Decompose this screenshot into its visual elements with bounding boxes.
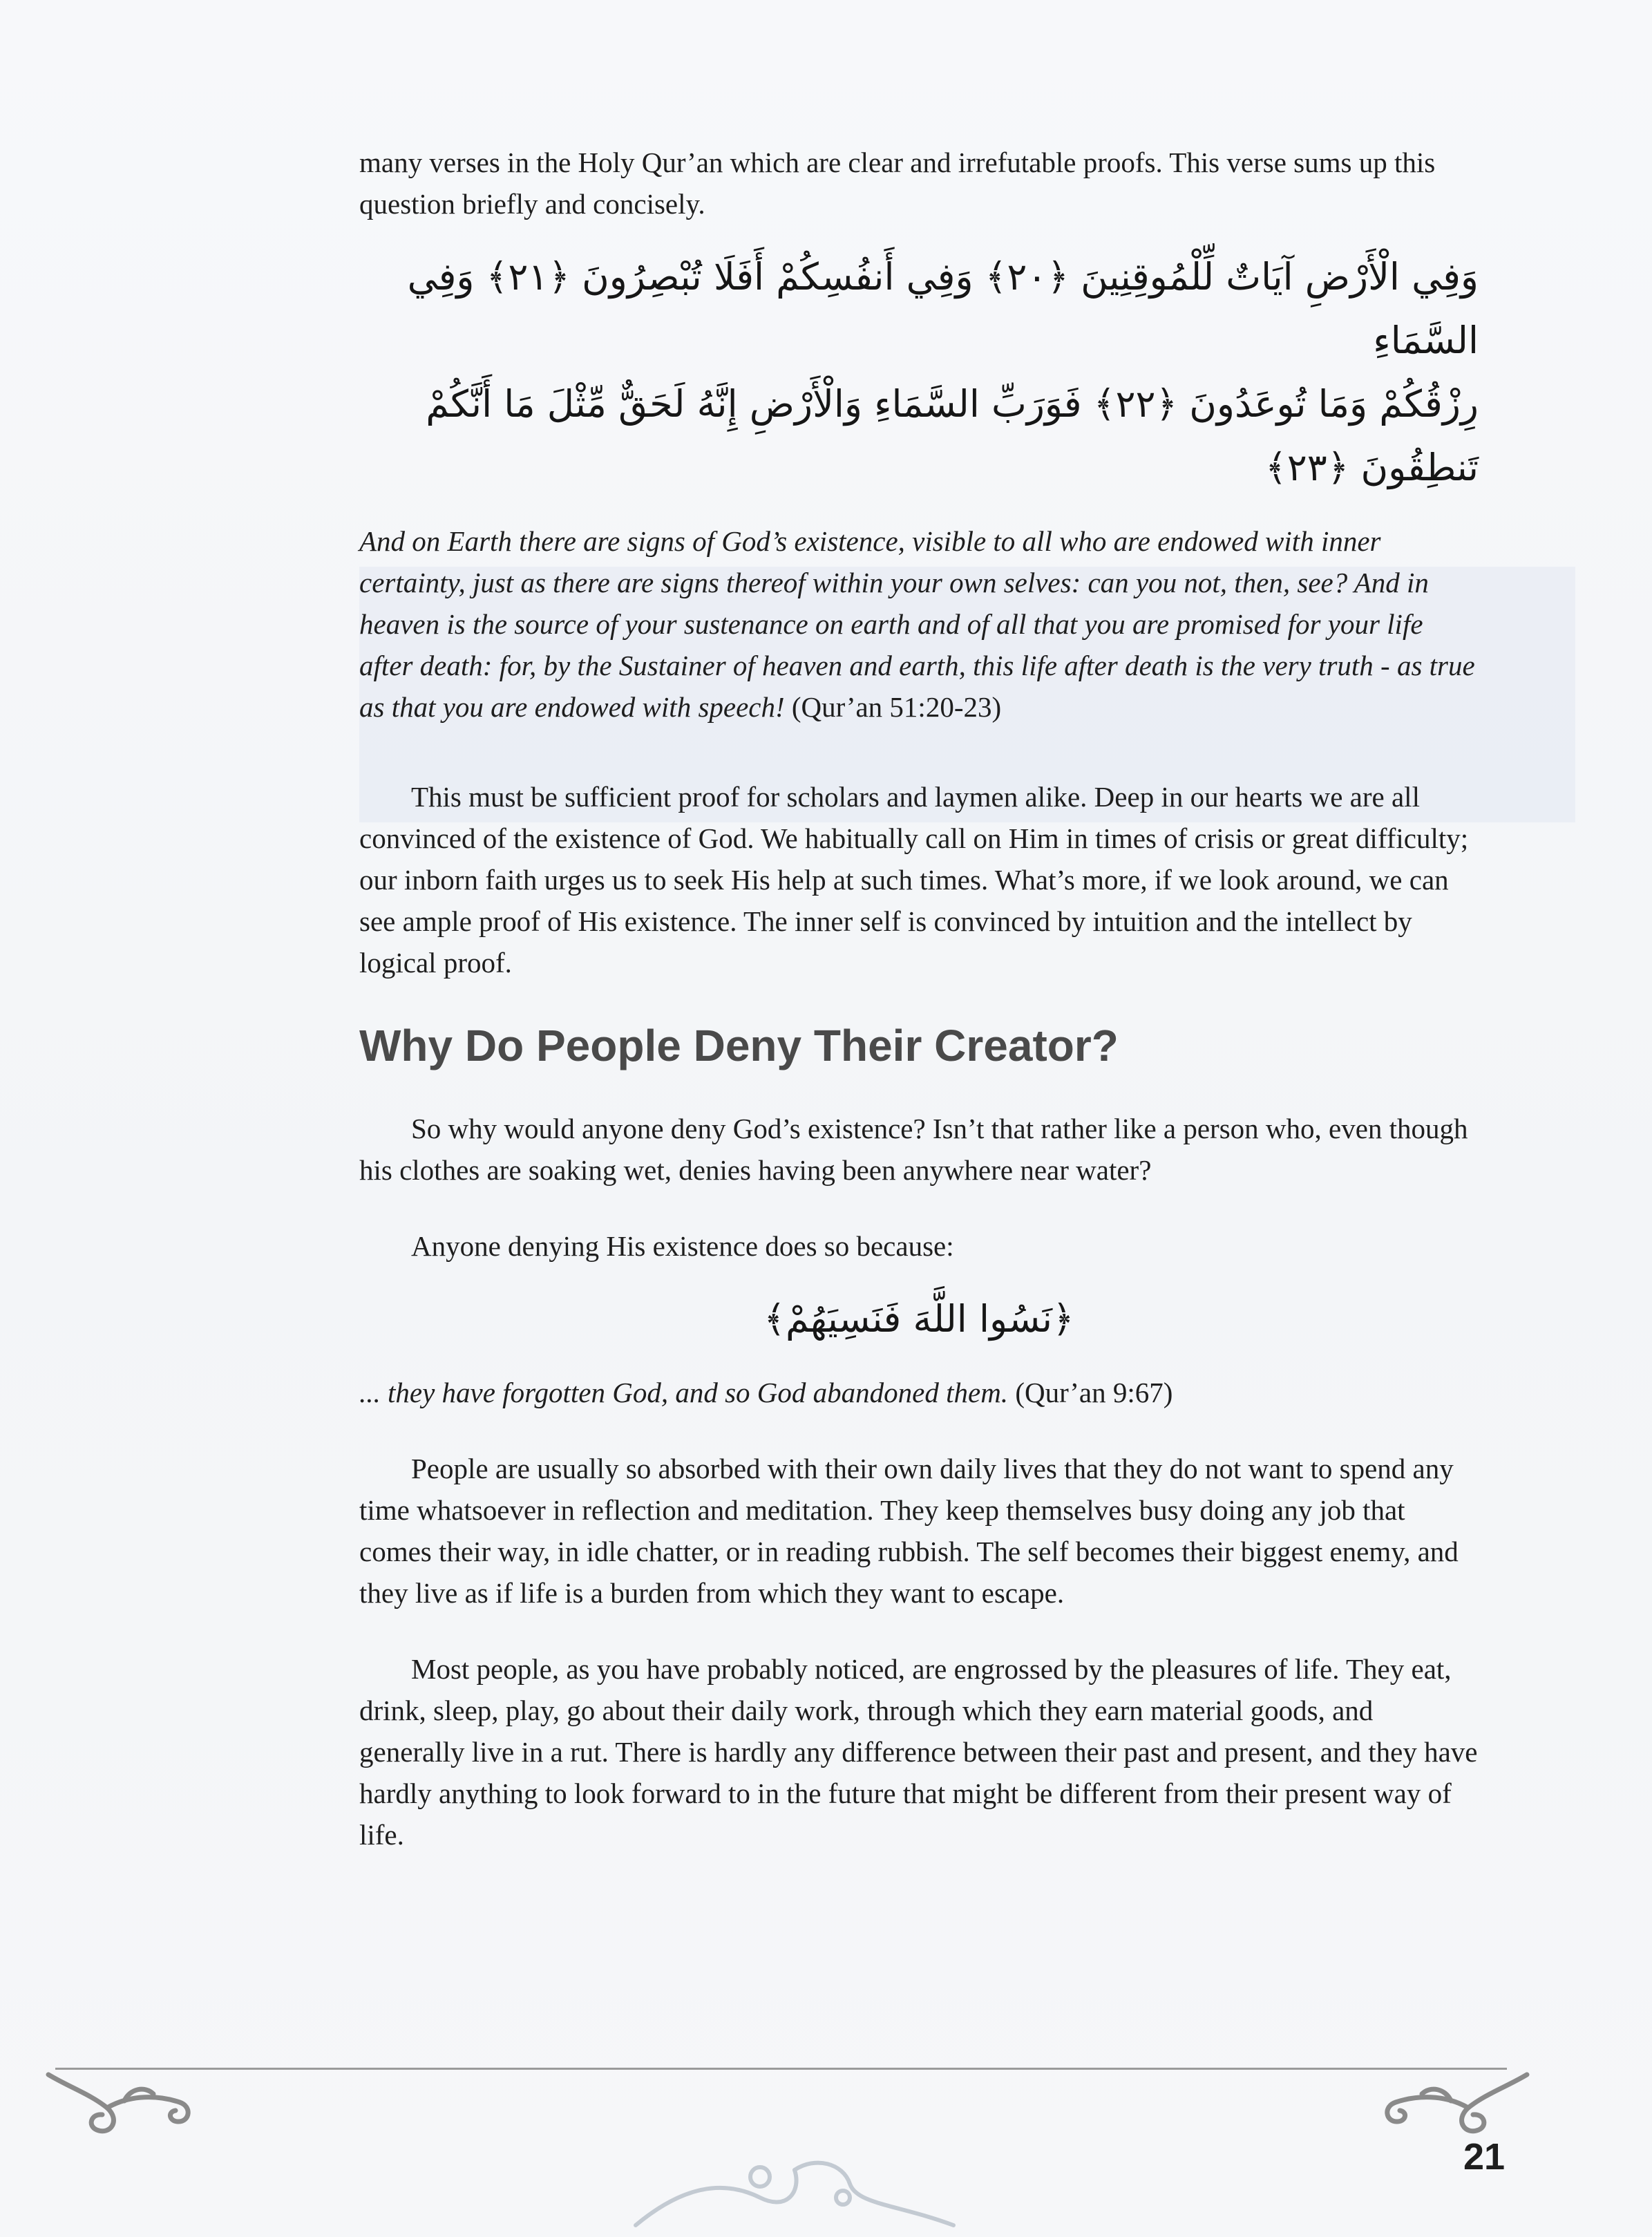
page-number: 21	[1463, 2136, 1506, 2178]
sufficient-proof-paragraph: This must be sufficient proof for scholars and laymen alike. Deep in our hearts we are all convinced of the existence of God. We habitually call on Him in times of crisis or great difficulty; our inborn faith urges us to seek His help at such times. What’s more, if we look around, we can see ample proof of His existence. The inner self is convinced by intuition and the intellect by logical proof.	[359, 781, 1469, 979]
because-paragraph: Anyone denying His existence does so because:	[411, 1230, 954, 1262]
right-scroll-ornament-icon	[1375, 2066, 1534, 2142]
arabic-short-verse: ﴿نَسُوا اللَّهَ فَنَسِيَهُمْ﴾	[763, 1297, 1074, 1341]
short-verse-reference: (Qur’an 9:67)	[1008, 1377, 1173, 1408]
absorbed-paragraph: People are usually so absorbed with their own daily lives that they do not want to spend any time whatsoever in reflection and meditation. They keep themselves busy doing any job that comes their way, in idle chatter, or in reading rubbish. The self becomes their biggest enemy, and they live as if life is a burden from which they want to escape.	[359, 1453, 1459, 1609]
short-verse-translation	[359, 1372, 1479, 1413]
bottom-floral-ornament-icon	[622, 2149, 967, 2232]
arabic-verse-line-1: وَفِي الْأَرْضِ آيَاتٌ لِّلْمُوقِنِينَ ﴿٢٠﴾ وَفِي أَنفُسِكُمْ أَفَلَا تُبْصِرُونَ ﴿٢١﴾ وَفِي السَّمَاءِ	[407, 255, 1479, 362]
verse-translation	[359, 520, 1479, 728]
arabic-verse-line-2: رِزْقُكُمْ وَمَا تُوعَدُونَ ﴿٢٢﴾ فَوَرَبِّ السَّمَاءِ وَالْأَرْضِ إِنَّهُ لَحَقٌّ مِّثْلَ مَا أَنَّكُمْ تَنطِقُونَ ﴿٢٣﴾	[426, 382, 1479, 489]
arabic-verse-block	[359, 245, 1479, 500]
section-heading: Why Do People Deny Their Creator?	[359, 1021, 1119, 1070]
footer-rule	[55, 2068, 1507, 2070]
most-people-paragraph: Most people, as you have probably noticed, are engrossed by the pleasures of life. They eat, drink, sleep, play, go about their daily work, through which they earn material goods, and generally live in a rut. There is hardly any difference between their past and present, and they have hardly anything to look forward to in the future that might be different from their present way of life.	[359, 1653, 1478, 1851]
left-scroll-ornament-icon	[41, 2066, 200, 2142]
short-verse-translation-text: ... they have forgotten God, and so God abandoned them.	[359, 1377, 1009, 1408]
intro-paragraph: many verses in the Holy Qur’an which are clear and irrefutable proofs. This verse sums up this question briefly and concisely.	[359, 147, 1436, 220]
verse-reference: (Qur’an 51:20-23)	[784, 691, 1002, 723]
why-deny-paragraph: So why would anyone deny God’s existence? Isn’t that rather like a person who, even though his clothes are soaking wet, denies having been anywhere near water?	[359, 1113, 1468, 1186]
verse-translation-text: And on Earth there are signs of God’s existence, visible to all who are endowed with inner certainty, just as there are signs thereof within your own selves: can you not, then, see? And in heaven is the source of your sustenance on earth and of all that you are promised for your life after death: for, by the Sustainer of heaven and earth, this life after death is the very truth - as true as that you are endowed with speech!	[359, 525, 1475, 723]
page-content	[359, 142, 1479, 1856]
